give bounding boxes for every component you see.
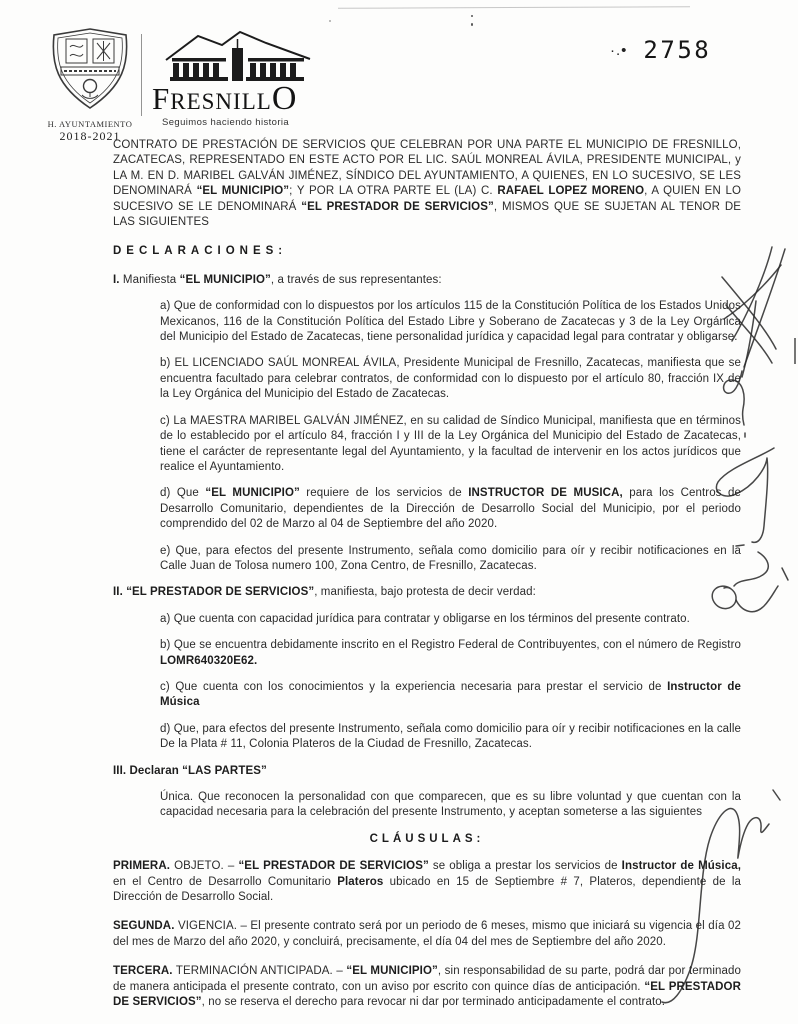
- wordmark-letter: O: [271, 80, 298, 117]
- scan-artifact-dot: [471, 23, 473, 26]
- scan-artifact-dot: [471, 15, 473, 17]
- wordmark-letter: F: [152, 81, 171, 116]
- fresnillo-building-icon: [164, 30, 314, 83]
- municipal-crest-logo: [40, 26, 140, 144]
- crest-shield-icon: [46, 26, 134, 112]
- wordmark-letters: RESNILL: [170, 89, 272, 114]
- clause-tercera: TERCERA. TERMINACIÓN ANTICIPADA. – “EL MUNICIPIO”, sin responsabilidad de su parte, podrá dar por terminado de manera anticipada el presente contrato, con un aviso por escrito con quince días de anticipación. “EL PRESTADOR DE SERVICIOS”, no se reserva el derecho para revocar ni dar por terminado anticipadamente el contrato.: [113, 965, 741, 1009]
- fresnillo-tagline: Seguimos haciendo historia: [162, 117, 290, 128]
- declaration-i-item-a: a) Que de conformidad con lo dispuestos por los artículos 115 de la Constitución Política de los Estados Unidos Mexicanos, 116 de la Constitución Política del Estado Libre y Soberano de Zacatecas y 3 de la Ley Orgánica del Municipio del Estado de Zacatecas, tiene personalidad jurídica y capacidad legal para contratar y obligarse.: [160, 300, 741, 344]
- declaraciones-heading: DECLARACIONES:: [113, 245, 288, 258]
- fresnillo-wordmark: [152, 80, 332, 120]
- header-divider: [141, 34, 142, 116]
- declaration-ii-item-b: b) Que se encuentra debidamente inscrito en el Registro Federal de Contribuyentes, con el número de Registro LOMR640320E62.: [160, 639, 741, 667]
- declaration-unica: Única. Que reconocen la personalidad con que comparecen, que es su libre voluntad y que cuentan con la capacidad necesaria para la celebración del presente Instrumento, y aceptan someterse a las siguientes: [160, 791, 741, 819]
- fresnillo-logo: [152, 30, 332, 128]
- declaration-ii: II. “EL PRESTADOR DE SERVICIOS”, manifiesta, bajo protesta de decir verdad:: [113, 586, 536, 599]
- declaration-i-item-e: e) Que, para efectos del presente Instrumento, señala como domicilio para oír y recibir notificaciones en la Calle Juan de Tolosa numero 100, Zona Centro, de Fresnillo, Zacatecas.: [160, 544, 741, 572]
- contract-intro-paragraph: CONTRATO DE PRESTACIÓN DE SERVICIOS QUE CELEBRAN POR UNA PARTE EL MUNICIPIO DE FRESNILLO, ZACATECAS, REPRESENTADO EN ESTE ACTO POR EL LIC. SAÚL MONREAL ÁVILA, PRESIDENTE MUNICIPAL, y LA M. EN D. MARIBEL GALVÁN JIMÉNEZ, SÍNDICO DEL AYUNTAMIENTO, A QUIENES, EN LO SUCESIVO, SE LES DENOMINARÁ “EL MUNICIPIO”; Y POR LA OTRA PARTE EL (LA) C. RAFAEL LOPEZ MORENO, A QUIEN EN LO SUCESIVO SE LE DENOMINARÁ “EL PRESTADOR DE SERVICIOS”, MISMOS QUE SE SUJETAN AL TENOR DE LAS SIGUIENTES: [113, 139, 741, 229]
- declaration-i-item-c: c) La MAESTRA MARIBEL GALVÁN JIMÉNEZ, en su calidad de Síndico Municipal, manifiesta que en términos de lo establecido por el artículo 84, fracción I y III de la Ley Orgánica del Municipio del Estado de Zacatecas, tiene el carácter de representante legal del Ayuntamiento, y la facultad de intervenir en los actos jurídicos que realice el Ayuntamiento.: [160, 414, 741, 473]
- clausulas-heading: CLÁUSULAS:: [369, 832, 485, 845]
- declaration-i: I. Manifiesta “EL MUNICIPIO”, a través de sus representantes:: [113, 273, 442, 286]
- crest-years: 2018-2021: [59, 129, 121, 143]
- declaration-ii-item-a: a) Que cuenta con capacidad jurídica para contratar y obligarse en los términos del presente contrato.: [160, 612, 690, 625]
- scan-artifact-line: [338, 6, 690, 9]
- scan-artifact-dot: [329, 20, 331, 22]
- folio-stamp: [610, 36, 711, 64]
- declaration-ii-item-c: c) Que cuenta con los conocimientos y la experiencia necesaria para prestar el servicio de Instructor de Música: [160, 680, 741, 709]
- folio-dots: ·.•: [610, 41, 628, 59]
- folio-number: 2758: [643, 36, 712, 64]
- declaration-iii: III. Declaran “LAS PARTES”: [113, 764, 267, 777]
- declaration-i-item-d: d) Que “EL MUNICIPIO” requiere de los servicios de INSTRUCTOR DE MUSICA, para los Centros de Desarrollo Comunitario, dependientes de la Dirección de Desarrollo Social del Municipio, por el periodo comprendido del 02 de Marzo al 04 de Septiembre del año 2020.: [160, 487, 741, 531]
- crest-caption: H. AYUNTAMIENTO: [47, 119, 133, 129]
- clause-segunda: SEGUNDA. VIGENCIA. – El presente contrato será por un periodo de 6 meses, mismo que iniciará su vigencia el día 02 del mes de Marzo del año 2020, y concluirá, precisamente, el día 04 del mes de Septiembre del año 2020.: [113, 920, 741, 948]
- clause-primera: PRIMERA. OBJETO. – “EL PRESTADOR DE SERVICIOS” se obliga a prestar los servicios de Instructor de Música, en el Centro de Desarrollo Comunitario Plateros ubicado en 15 de Septiembre # 7, Plateros, dependiente de la Dirección de Desarrollo Social.: [113, 860, 742, 904]
- contract-body: [113, 138, 741, 1024]
- scan-artifact-tick: [794, 338, 796, 364]
- declaration-i-item-b: b) EL LICENCIADO SAÚL MONREAL ÁVILA, Presidente Municipal de Fresnillo, Zacatecas, manifiesta que se encuentra facultado para celebrar contratos, de conformidad con lo dispuesto por el artículo 80, fracción IX de la Ley Orgánica del Municipio del Estado de Zacatecas.: [160, 357, 741, 401]
- declaration-ii-item-d: d) Que, para efectos del presente Instrumento, señala como domicilio para oír y recibir notificaciones en la calle De la Plata # 11, Colonia Plateros de la Ciudad de Fresnillo, Zacatecas.: [160, 722, 741, 751]
